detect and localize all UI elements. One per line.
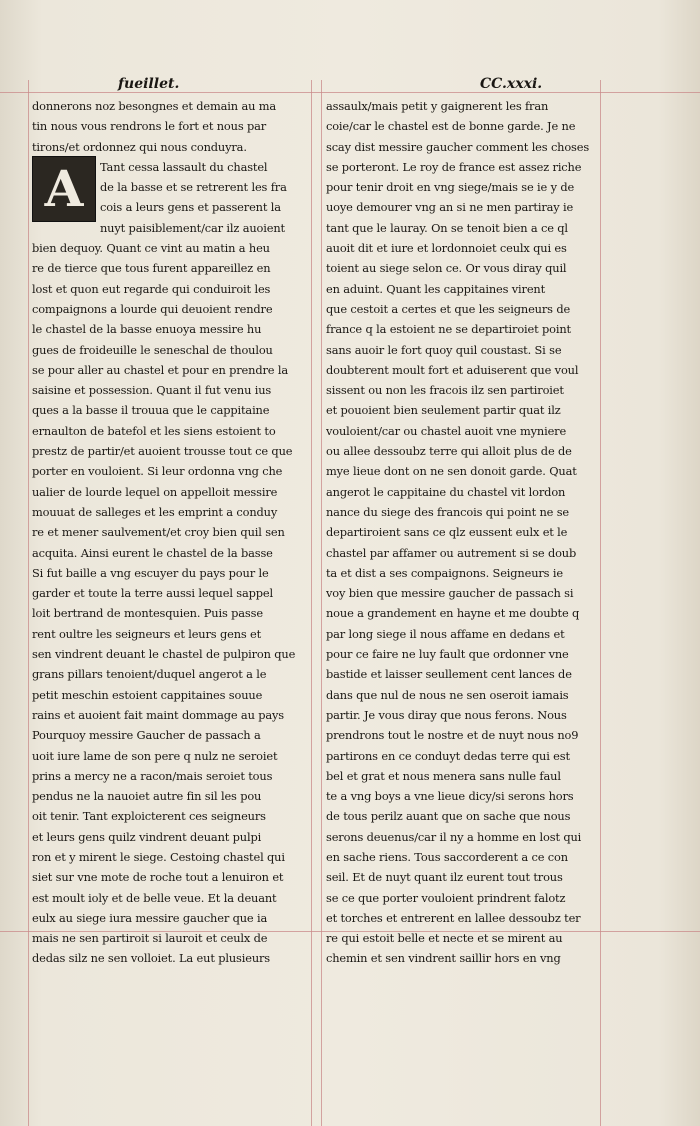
text-line: mye lieue dont on ne sen donoit garde. Quat <box>326 464 577 479</box>
text-line: ualier de lourde lequel on appelloit messire <box>32 484 278 499</box>
text-line: rent oultre les seigneurs et leurs gens et <box>32 626 262 641</box>
text-line: prestz de partir/et auoient trousse tout ce que <box>32 444 293 459</box>
text-line: dans que nul de nous ne sen oseroit iamais <box>326 687 569 702</box>
text-line: compaignons a lourde qui deuoient rendre <box>32 301 273 316</box>
text-line: uoye demourer vng an si ne men partiray ie <box>326 200 574 215</box>
text-line: sen vindrent deuant le chastel de pulpiron que <box>32 647 296 662</box>
text-line: pour ce faire ne luy fault que ordonner vne <box>326 647 569 662</box>
text-line: donnerons noz besongnes et demain au ma <box>32 99 277 113</box>
text-line: cois a leurs gens et passerent la <box>100 200 281 215</box>
text-line: prendrons tout le nostre et de nuyt nous no9 <box>326 728 579 743</box>
text-line: siet sur vne mote de roche tout a lenuiron et <box>32 870 284 885</box>
text-line: ou allee dessoubz terre qui alloit plus de de <box>326 444 572 459</box>
text-line: le chastel de la basse enuoya messire hu <box>32 322 262 337</box>
text-line: tin nous vous rendrons le fort et nous par <box>32 119 267 134</box>
running-head-right: CC.xxxi. <box>480 76 543 92</box>
text-line: chastel par affamer ou autrement si se doub <box>326 545 577 560</box>
text-line: te a vng boys a vne lieue dicy/si serons hors <box>326 789 574 804</box>
text-line: se pour aller au chastel et pour en prendre la <box>32 362 288 377</box>
text-line: partir. Je vous diray que nous ferons. Nous <box>326 707 567 722</box>
text-line: ron et y mirent le siege. Cestoing chastel qui <box>32 849 285 864</box>
text-line: scay dist messire gaucher comment les choses <box>326 139 590 154</box>
initial-letter: A <box>44 158 84 218</box>
text-line: toient au siege selon ce. Or vous diray quil <box>326 261 567 276</box>
text-line: assaulx/mais petit y gaignerent les fran <box>326 99 549 113</box>
text-line: doubterent moult fort et aduiserent que voul <box>326 362 579 377</box>
text-line: saisine et possession. Quant il fut venu ius <box>32 383 272 398</box>
text-line: bel et grat et nous menera sans nulle faul <box>326 768 561 783</box>
text-line: de tous perilz auant que on sache que nous <box>326 809 571 824</box>
text-line: lost et quon eut regarde qui conduiroit les <box>32 281 271 296</box>
text-line: mais ne sen partiroit si lauroit et ceulx de <box>32 931 268 946</box>
text-line: re de tierce que tous furent appareillez en <box>32 261 271 276</box>
text-line: pour tenir droit en vng siege/mais se ie y de <box>326 180 575 195</box>
left-text-column <box>32 96 302 969</box>
text-line: en sache riens. Tous saccorderent a ce con <box>326 849 568 864</box>
rule-gutter-left <box>311 80 312 1126</box>
text-line: petit meschin estoient cappitaines souue <box>32 687 263 702</box>
text-line: pendus ne la nauoiet autre fin sil les pou <box>32 789 262 804</box>
text-line: ta et dist a ses compaignons. Seigneurs ie <box>326 565 563 580</box>
text-line: par long siege il nous affame en dedans et <box>326 626 565 641</box>
text-line: loit bertrand de montesquien. Puis passe <box>32 606 263 621</box>
text-line: Tant cessa lassault du chastel <box>100 159 268 174</box>
text-line: dedas silz ne sen volloiet. La eut plusieurs <box>32 951 270 966</box>
text-line: nance du siege des francois qui point ne se <box>326 504 570 519</box>
text-line: et pouoient bien seulement partir quat ilz <box>326 403 561 418</box>
text-line: bien dequoy. Quant ce vint au matin a heu <box>32 241 270 256</box>
text-line: eulx au siege iura messire gaucher que ia <box>32 910 268 925</box>
text-line: france q la estoient ne se departiroiet point <box>326 322 571 337</box>
text-line: rains et auoient fait maint dommage au pays <box>32 707 284 722</box>
text-line: est moult ioly et de belle veue. Et la deuant <box>32 890 277 905</box>
text-line: angerot le cappitaine du chastel vit lordon <box>326 484 566 499</box>
text-line: nuyt paisiblement/car ilz auoient <box>100 220 285 235</box>
text-line: gues de froideuille le seneschal de thoulou <box>32 342 273 357</box>
text-line: voy bien que messire gaucher de passach si <box>326 586 574 601</box>
right-text-column <box>326 96 596 969</box>
text-line: coie/car le chastel est de bonne garde. Je ne <box>326 119 576 134</box>
text-line: et torches et entrerent en lallee dessoubz ter <box>326 910 581 925</box>
text-line: porter en vouloient. Si leur ordonna vng che <box>32 464 283 479</box>
rule-gutter-right <box>321 80 322 1126</box>
text-line: se ce que porter vouloient prindrent falotz <box>326 890 566 905</box>
text-line: en aduint. Quant les cappitaines virent <box>326 281 546 296</box>
text-line: auoit dit et iure et lordonnoiet ceulx qui es <box>326 241 567 256</box>
text-line: Si fut baille a vng escuyer du pays pour le <box>32 565 269 580</box>
text-line: uoit iure lame de son pere q nulz ne seroiet <box>32 748 278 763</box>
text-line: sissent ou non les fracois ilz sen partiroiet <box>326 383 564 398</box>
text-line: tant que le lauray. On se tenoit bien a ce ql <box>326 220 568 235</box>
text-line: garder et toute la terre aussi lequel sappel <box>32 586 274 601</box>
text-line: ques a la basse il trouua que le cappitaine <box>32 403 270 418</box>
text-line: que cestoit a certes et que les seigneurs de <box>326 301 571 316</box>
text-line: departiroient sans ce qlz eussent eulx et le <box>326 525 568 540</box>
text-line: sans auoir le fort quoy quil coustast. Si se <box>326 342 562 357</box>
running-head-left: fueillet. <box>118 76 180 92</box>
rule-header <box>0 92 700 93</box>
decorated-initial <box>32 156 96 222</box>
text-line: serons deuenus/car il ny a homme en lost qui <box>326 829 582 844</box>
text-line: prins a mercy ne a racon/mais seroiet tous <box>32 768 273 783</box>
text-line: oit tenir. Tant exploicterent ces seigneurs <box>32 809 266 824</box>
text-line: tirons/et ordonnez qui nous conduyra. <box>32 139 247 154</box>
text-line: Pourquoy messire Gaucher de passach a <box>32 728 261 743</box>
text-line: acquita. Ainsi eurent le chastel de la basse <box>32 545 273 560</box>
text-line: noue a grandement en hayne et me doubte q <box>326 606 580 621</box>
text-line: chemin et sen vindrent saillir hors en vng <box>326 951 561 966</box>
text-line: ernaulton de batefol et les siens estoient to <box>32 423 276 438</box>
text-line: re qui estoit belle et necte et se mirent au <box>326 931 563 946</box>
text-line: re et mener saulvement/et croy bien quil sen <box>32 525 285 540</box>
text-line: partirons en ce conduyt dedas terre qui est <box>326 748 570 763</box>
text-line: seil. Et de nuyt quant ilz eurent tout trous <box>326 870 563 885</box>
text-line: de la basse et se retrerent les fra <box>100 180 287 195</box>
text-line: vouloient/car ou chastel auoit vne myniere <box>326 423 567 438</box>
text-line: se porteront. Le roy de france est assez riche <box>326 159 582 174</box>
text-line: bastide et laisser seullement cent lances de <box>326 667 572 682</box>
text-line: et leurs gens quilz vindrent deuant pulpi <box>32 829 262 844</box>
text-line: grans pillars tenoient/duquel angerot a le <box>32 667 267 682</box>
rule-right-margin <box>600 80 601 1126</box>
rule-left-margin <box>28 80 29 1126</box>
text-line: mouuat de salleges et les emprint a conduy <box>32 504 278 519</box>
